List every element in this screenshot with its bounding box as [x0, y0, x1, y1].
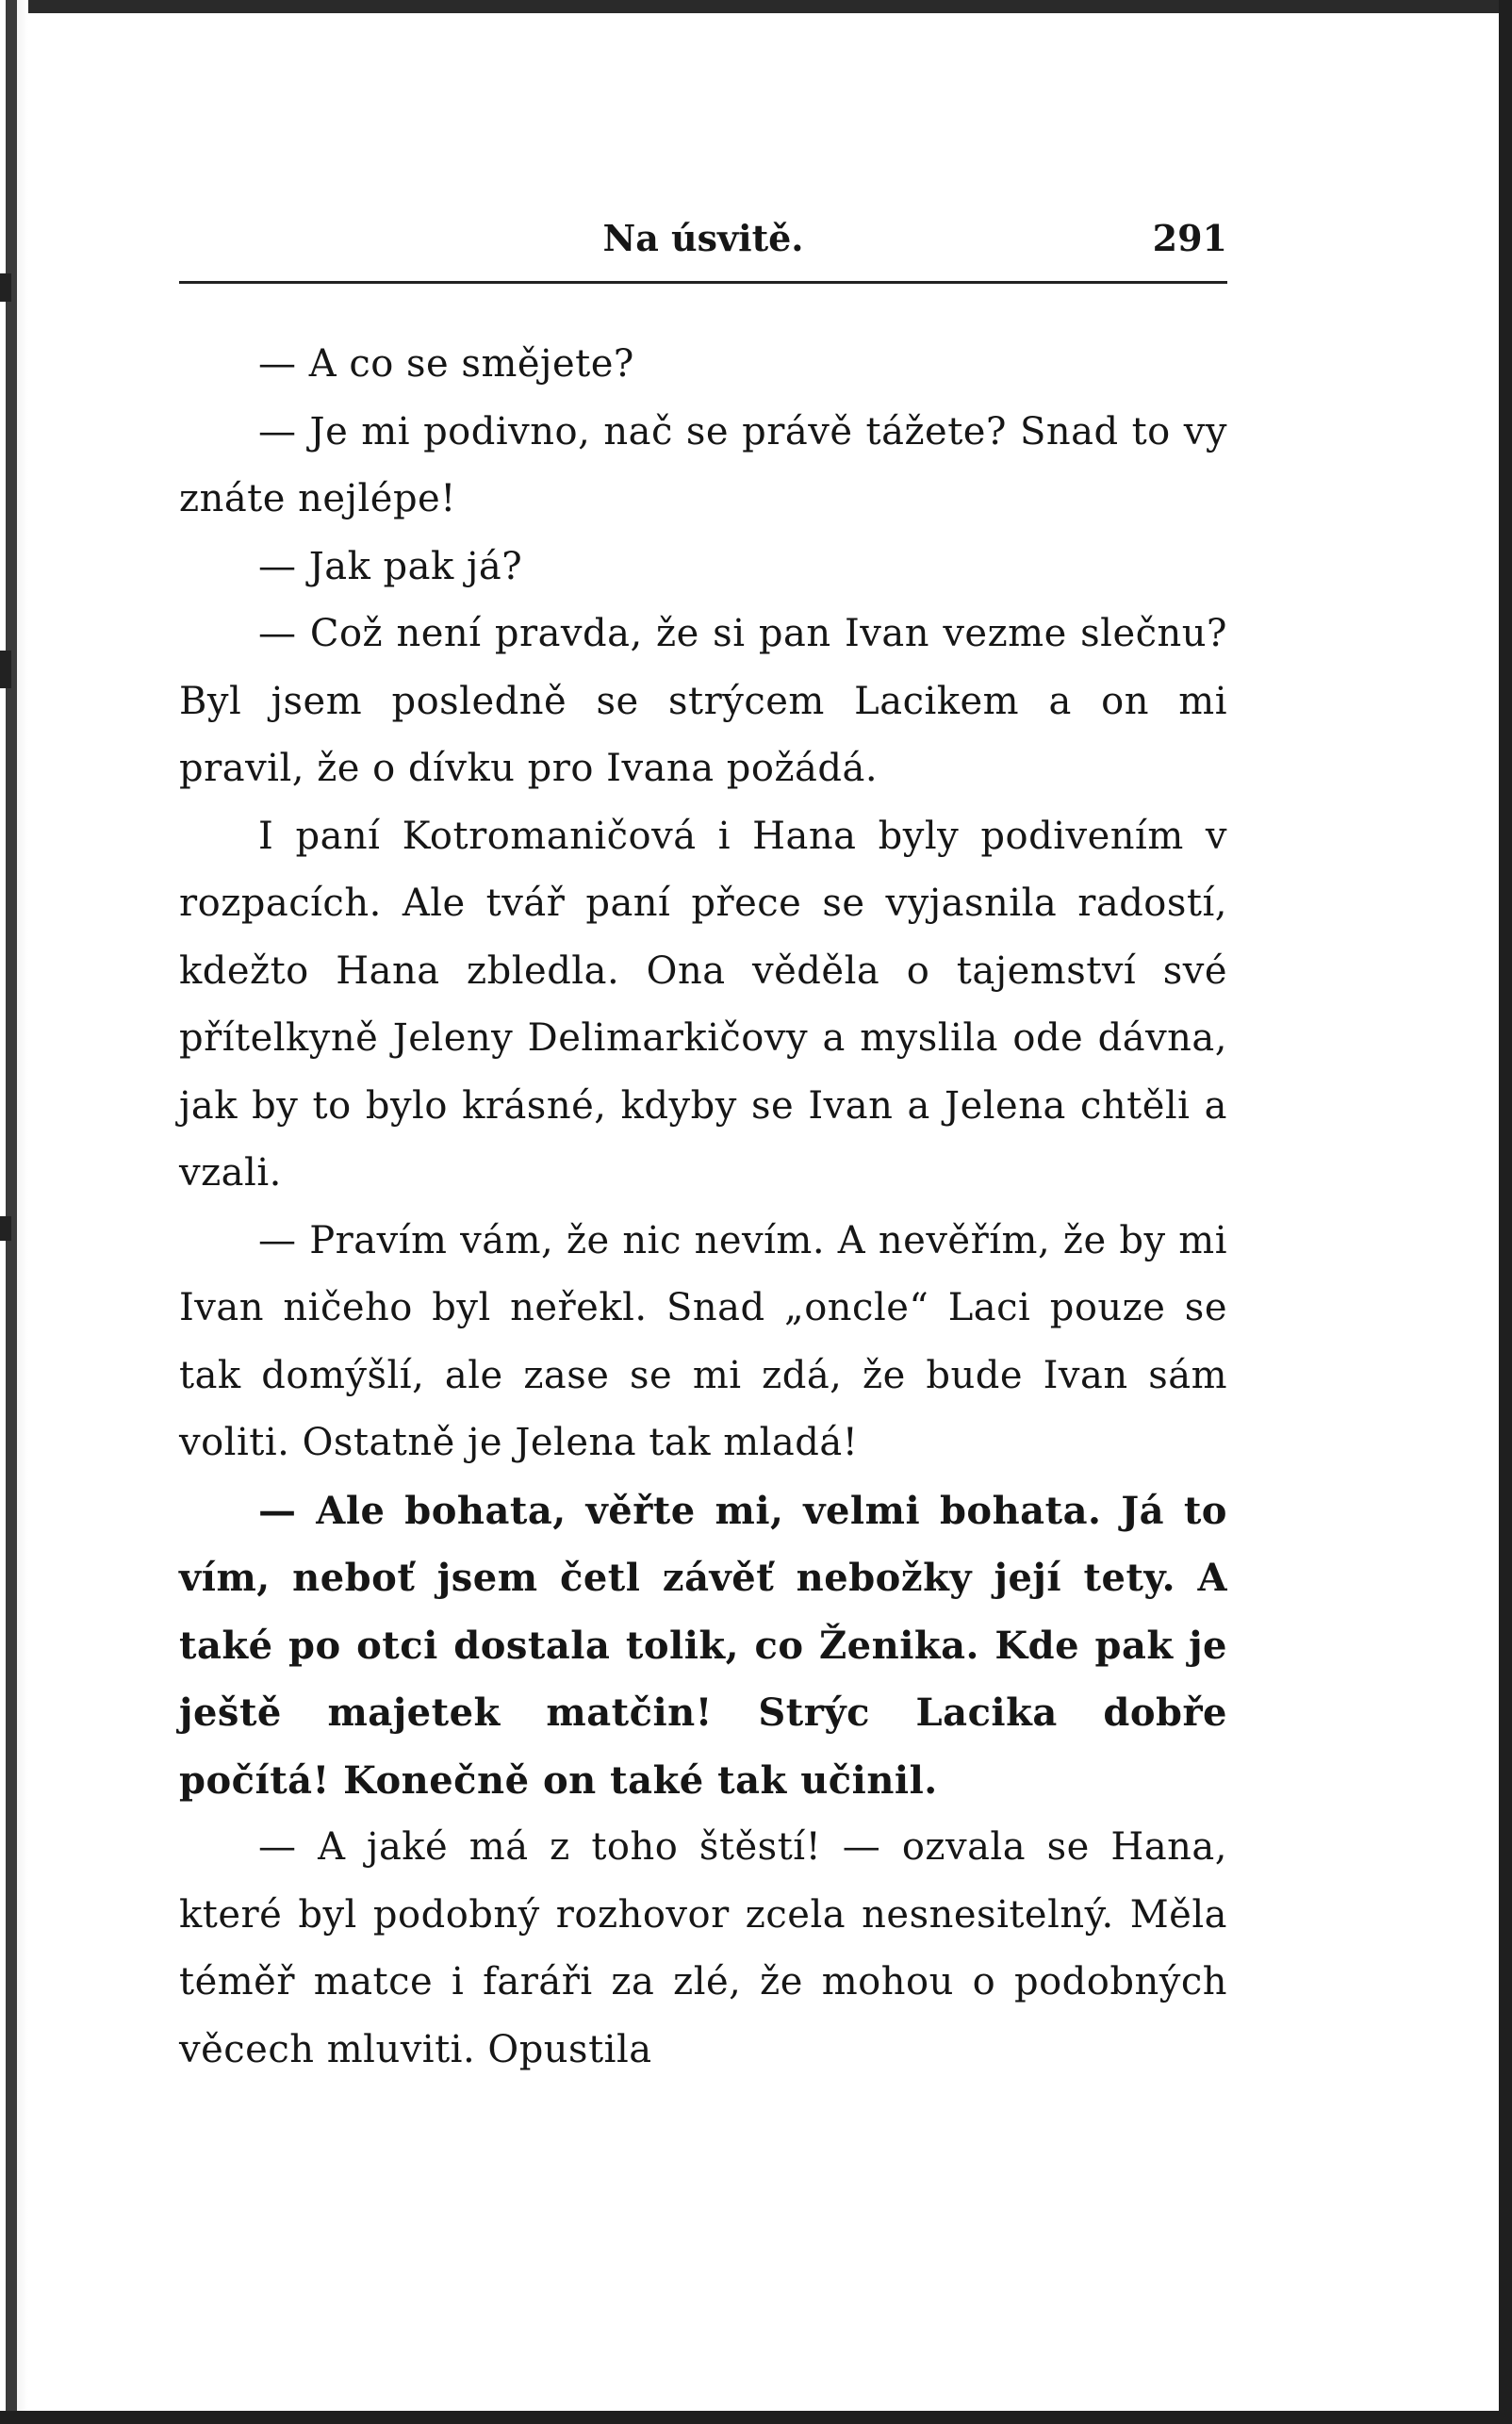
paragraph: — A jaké má z toho štěstí! — ozvala se Hana, které byl podobný rozhovor zcela nesnesitelný. Měla téměř matce i faráři za zlé, že mohou o podobných věcech mluviti. Opustila	[179, 1825, 1227, 2071]
scan-edge-mark	[0, 1216, 11, 1241]
header-rule	[179, 281, 1227, 284]
paragraph: — Ale bohata, věřte mi, velmi bohata. Já to vím, neboť jsem četl závěť nebožky její tety. A také po otci dostala tolik, co Ženika. Kde pak je ještě majetek matčin! Strýc Lacika dobře počítá! Konečně on také tak učinil.	[179, 1488, 1227, 1803]
running-title: Na úsvitě.	[602, 217, 804, 259]
scan-edge-mark	[0, 273, 11, 302]
scan-edge-mark	[0, 651, 11, 688]
scan-border-bottom	[0, 2411, 1512, 2424]
body-text	[179, 331, 1227, 2084]
book-page	[179, 213, 1227, 2084]
paragraph: — Pravím vám, že nic nevím. A nevěřím, že by mi Ivan ničeho byl neřekl. Snad „oncle“ Laci pouze se tak domýšlí, ale zase se mi zdá, že bude Ivan sám voliti. Ostatně je Jelena tak mladá!	[179, 1218, 1227, 1464]
scan-border-left	[0, 0, 28, 2424]
paragraph: — Je mi podivno, nač se právě tážete? Snad to vy znáte nejlépe!	[179, 409, 1227, 520]
paragraph: — A co se smějete?	[258, 342, 634, 386]
paragraph: — Jak pak já?	[258, 544, 523, 588]
page-number: 291	[1152, 217, 1227, 259]
scan-border-right	[1499, 0, 1512, 2424]
paragraph: — Což není pravda, že si pan Ivan vezme slečnu? Byl jsem posledně se strýcem Lacikem a on mi pravil, že o dívku pro Ivana požádá.	[179, 612, 1227, 790]
scan-border-top	[0, 0, 1512, 13]
paragraph: I paní Kotromaničová i Hana byly podivením v rozpacích. Ale tvář paní přece se vyjasnila radostí, kdežto Hana zbledla. Ona věděla o tajemství své přítelkyně Jeleny Delimarkičovy a myslila ode dávna, jak by to bylo krásné, kdyby se Ivan a Jelena chtěli a vzali.	[179, 814, 1227, 1195]
running-head	[179, 213, 1227, 268]
